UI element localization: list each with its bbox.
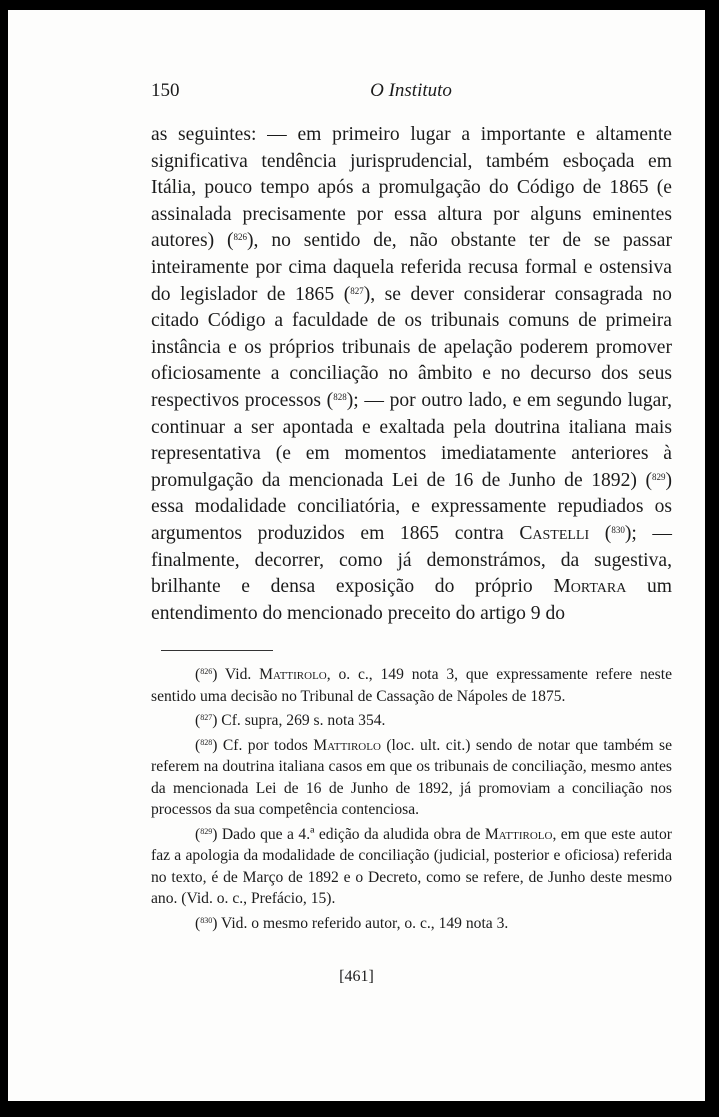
text-run: um entendimento do mencionado preceito do artigo 9 do bbox=[151, 576, 673, 624]
footnote: ($^{829}$) Dado que a 4.ª edição da aludida obra de Mattirolo, em que este autor faz a apologia da modalidade de conciliação (judicial, posterior e oficiosa) referida no texto, é de Março de 1892 e o Decreto, como se refere, de Junho deste mesmo ano. (Vid. o. c., Prefácio, 15). bbox=[151, 825, 672, 907]
footnote-number: 829 bbox=[200, 826, 213, 836]
footnote-ref: 830 bbox=[611, 524, 625, 535]
footnote-number: 830 bbox=[200, 915, 213, 925]
footnote: ($^{827}$) Cf. supra, 269 s. nota 354. bbox=[195, 712, 386, 729]
footnote-text: , em que este autor faz a apologia da modalidade de conciliação (judicial, posterior e oficiosa) referida no texto, é de Março de 1892 e o Decreto, como se refere, de Junho deste mesmo ano. (Vid. o. c., Prefácio, 15). bbox=[151, 825, 672, 907]
footnotes bbox=[151, 664, 672, 937]
text-run: ), se dever considerar consagrada no citado Código a faculdade de os tribunais comuns de primeira instância e os próprios tribunais de apelação poderem promover oficiosamente a conciliação no âmbito e no decurso dos seus respectivos processos ( bbox=[151, 283, 672, 411]
footnote-ref: 829 bbox=[651, 471, 666, 482]
book-page bbox=[8, 10, 705, 1101]
footnote-text: , o. c., 149 nota 3, que expressamente refere neste sentido uma decisão no Tribunal de Cassação de Nápoles de 1875. bbox=[151, 666, 672, 705]
text-run: ( bbox=[589, 522, 612, 544]
footnote-number: 828 bbox=[200, 737, 213, 747]
footnote: ($^{826}$) Vid. Mattirolo, o. c., 149 nota 3, que expressamente refere neste sentido uma decisão no Tribunal de Cassação de Nápoles de 1875. bbox=[151, 666, 672, 705]
footnote: ($^{830}$) Vid. o mesmo referido autor, o. c., 149 nota 3. bbox=[195, 914, 509, 932]
folio-number: [461] bbox=[339, 968, 374, 985]
footnote-text: Cf. por todos bbox=[217, 736, 314, 754]
author-name: Mattirolo bbox=[484, 825, 553, 843]
author-name: Mattirolo bbox=[259, 666, 327, 683]
footnote-separator bbox=[161, 650, 273, 651]
text-run: ) essa modalidade conciliatória, e expressamente repudiados os argumentos produzidos em 1865 contra bbox=[151, 469, 672, 544]
page-header bbox=[151, 80, 671, 110]
footnote-number: 826 bbox=[200, 667, 213, 676]
running-title: O Instituto bbox=[370, 80, 452, 101]
main-paragraph bbox=[151, 122, 672, 627]
footnote: ($^{828}$) Cf. por todos Mattirolo (loc. ult. cit.) sendo de notar que também se referem na doutrina italiana casos em que os tribunais de conciliação, mesmo antes da mencionada Lei de 16 de Junho de 1892, já promoviam a conciliação nos processos da sua competência contenciosa. bbox=[151, 736, 673, 818]
page-number: 150 bbox=[151, 80, 180, 101]
footnote-text: Cf. supra, 269 s. nota 354. bbox=[217, 712, 386, 729]
footnote-ref: 827 bbox=[350, 285, 364, 296]
footnote-ref: 826 bbox=[233, 232, 248, 243]
text-run: ); — por outro lado, e em segundo lugar, continuar a ser apontada e exaltada pela doutrina italiana mais representativa (e em momentos imediatamente anteriores à promulgação da mencionada Lei de 16 de Junho de 1892) ( bbox=[151, 389, 672, 491]
footnote-text: Vid. o mesmo referido autor, o. c., 149 nota 3. bbox=[217, 914, 509, 932]
footnote-text: (loc. ult. cit.) sendo de notar que também se referem na doutrina italiana casos em que os tribunais de conciliação, mesmo antes da mencionada Lei de 16 de Junho de 1892, já promoviam a conciliação nos processos da sua competência contenciosa. bbox=[151, 736, 673, 818]
author-name: Castelli bbox=[519, 522, 590, 544]
footnote-text: Vid. bbox=[217, 666, 260, 683]
text-run: as seguintes: — em primeiro lugar a importante e altamente significativa tendência jurisprudencial, também esboçada em Itália, pouco tempo após a promulgação do Código de 1865 (e assinalada precisamente por essa altura por alguns eminentes autores) ( bbox=[151, 124, 672, 252]
text-run: ), no sentido de, não obstante ter de se passar inteiramente por cima daquela referida recusa formal e ostensiva do legislador de 1865 ( bbox=[151, 230, 672, 305]
footnote-ref: 828 bbox=[333, 391, 347, 402]
footnote-text: Dado que a 4.ª edição da aludida obra de bbox=[217, 825, 485, 843]
text-run: ); — finalmente, decorrer, como já demonstrámos, da sugestiva, brilhante e densa exposição do próprio bbox=[151, 522, 672, 598]
author-name: Mattirolo bbox=[313, 736, 381, 754]
author-name: Mortara bbox=[553, 576, 627, 598]
footnote-number: 827 bbox=[200, 713, 213, 722]
